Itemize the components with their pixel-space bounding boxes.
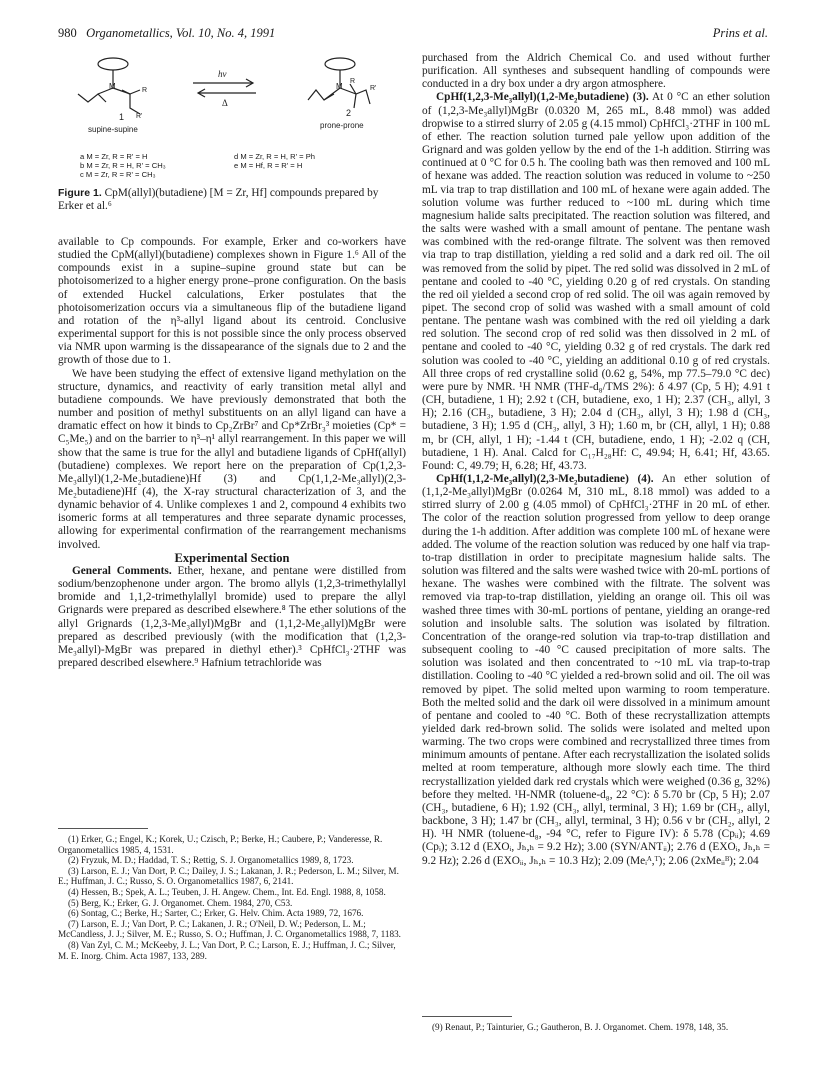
figure-legend-left — [80, 152, 166, 179]
references-right — [422, 1022, 770, 1033]
reference: (2) Fryzuk, M. D.; Haddad, T. S.; Rettig, S. J. Organometallics 1989, 8, 1723. — [68, 855, 354, 866]
reference: (3) Larson, E. J.; Van Dort, P. C.; Dailey, J. S.; Lakanan, J. R.; Pederson, L. M.; Silver, M. E.; Huffman, J. C.; Russo, S. O. Organometallics 1987, 6, 2141. — [58, 865, 399, 887]
paragraph: We have been studying the effect of extensive ligand methylation on the structure, dynamics, and reactivity of early transition metal allyl and butadiene compounds. We have previously demonstrated that both the number and position of methyl substituents on an allyl ligand can have a dramatic effect on how it binds to Cp₂ZrBr⁷ and Cp*ZrBr₃³ moieties (Cp* = C₅Me₅) and on the barrier to η³–η¹ allyl rearrangement. In this paper we will show that the same is true for the allyl and butadiene ligands of CpHf(allyl)(butadiene) complexes. We report here on the preparation of Cp(1,2,3-Me₃allyl)(1,2-Me₂butadiene)Hf (3) and Cp(1,1,2-Me₃allyl)(2,3-Me₂butadiene)Hf (4), the X-ray structural characterization of 3, and the dynamic behavior of 4. Unlike complexes 1 and 2, compound 4 exhibits two isomeric forms at all temperatures and three separate dynamic processes, allowing for experimental confirmation of the rearrangement mechanisms involved. — [58, 367, 406, 551]
compound-4-heading: CpHf(1,1,2-Me₃allyl)(2,3-Me₂butadiene) (4). — [436, 473, 654, 485]
reference: (5) Berg, K.; Erker, G. J. Organomet. Chem. 1984, 270, C53. — [68, 897, 293, 908]
paragraph-compound-3 — [422, 91, 770, 473]
figure-legend-right — [234, 152, 315, 170]
page-number: 980 — [58, 26, 77, 40]
paragraph-text: At 0 °C an ether solution of (1,2,3-Me₃allyl)MgBr (0.0320 M, 265 mL, 8.48 mmol) was added dropwise to a stirred slurry of 2.05 g (4.15 mmol) CpHfCl₃·2THF in 100 mL of ether. The reaction solution turned pale yellow upon addition of the Grignard and was golden yellow by the end of the 1-h addition. Stirring was continued at 0 °C for 0.5 h. The cooling bath was then removed and 100 mL of hexane was added. The reaction solution was reduced in volume to ~250 mL via trap to trap distillation and 100 mL of hexane were again added. The solution volume was further reduced to ~100 mL during which time magnesium halide salts precipitated. The reaction solution was filtered, and the salts were washed with a small amount of pentane. The pentane wash was combined with the red-orange filtrate. The solvent was then removed via trap to trap distillation, yielding a red solid and a dark red oil. The oil was removed from the solid by pipet. The red solid was dissolved in 2 mL of pentane and cooled to -40 °C, yielding 0.20 g of red crystals. On standing the red oil yielded a second crop of red solid. The oil was again removed by pipet. The second crop of solid was washed with a small amount of cold pentane. The pentane wash was combined with the red oil yielding a dark red solution. The second crop of red solid was then dissolved in 2 mL of pentane and cooled to -40 °C, yielding 0.32 g of red crystals. The dark red solution was cooled to -40 °C, yielding an additional 0.10 g of red crystals. All three crops of red crystalline solid (0.62 g, 54%, mp 77.5–79.0 °C dec) were pure by NMR. ¹H NMR (THF-d₈/TMS 2%): δ 4.97 (Cp, 5 H); 4.91 t (CH, butadiene, 1 H); 2.92 t (CH, butadiene, exo, 1 H); 2.37 (CH₃, allyl, 3 H); 2.16 (CH₃, butadiene, 3 H); 2.04 d (CH₃, allyl, 3 H); 1.98 d (CH₃, butadiene, 3 H); 1.95 d (CH₃, allyl, 3 H); 1.60 m, br (CH, allyl, 1 H); 0.88 m, br (CH, allyl, 1 H); -1.44 t (CH, butadiene, endo, 1 H); -2.02 q (CH, butadiene, 1 H). Anal. Calcd for C₁₇H₂₈Hf: C, 49.94; H, 6.41; Hf, 43.65. Found: C, 49.79; H, 6.28; Hf, 43.73. — [422, 91, 770, 472]
left-column — [58, 236, 406, 670]
substituent-Rprime-left: R' — [136, 113, 143, 120]
reference: (7) Larson, E. J.; Van Dort, P. C.; Lakanen, J. R.; O'Neil, D. W.; Pederson, L. M.; McCandless, J. J.; Silver, M. E.; Russo, S. O.; Huffman, J. C. Organometallics 1988, 7, 1183. — [58, 918, 401, 940]
section-heading: Experimental Section — [174, 550, 290, 565]
references-left — [58, 834, 406, 961]
header-left — [58, 26, 275, 41]
metal-label-right: M — [336, 82, 343, 91]
legend-d: d M = Zr, R = H, R' = Ph — [234, 152, 315, 161]
figure-1 — [58, 50, 406, 232]
legend-e: e M = Hf, R = R' = H — [234, 161, 303, 170]
compound-3-heading: CpHf(1,2,3-Me₃allyl)(1,2-Me₂butadiene) (3). — [436, 91, 649, 104]
paragraph-compound-4 — [422, 473, 770, 868]
compound-number-2: 2 — [346, 108, 352, 118]
substituent-R-left: R — [142, 87, 148, 94]
paragraph-text: An ether solution of (1,1,2-Me₃allyl)MgBr (0.0264 M, 310 mL, 8.18 mmol) was added to a stirred slurry of 2.00 g (4.05 mmol) of CpHfCl₃·2THF in 20 mL of ether. The color of the reaction solution progressed from yellow to deep orange during the 1-h addition. After addition was complete 100 mL of hexane were added. The volume of the reaction solution was reduced by one half via trap-to-trap distillation in order to precipitate magnesium halide salts. The solution was filtered and the salts were washed twice with 20-mL portions of hexane. The washes were combined with the filtrate. The solvent was removed via trap-to-trap distillation, yielding an orange oil. This oil was washed three times with 30-mL portions of pentane, yielding an orange-red solution and insoluble salts. The solution was isolated by filtration. Concentration of the orange-red solution via trap-to-trap distillation and subsequent cooling to -40 °C caused precipitation of more salts. The solution was isolated and then concentrated to ~10 mL via trap-to-trap distillation. Cooling to -40 °C yielded a red-brown solid and oil. The oil was removed by pipet. The solid melted upon warming to room temperature. Both the melted solid and the dark oil were dissolved in a minimum amount of pentane and cooled to -40 °C. Both of these recrystallization attempts yielded dark red-brown solid. The solids were isolated and melted upon warming. The two crops were combined and recrystallized three times from minimum amounts of pentane. After each recrystallization the isolated solids melted at room temperature, although more slowly each time. The third recrystallization yielded dark red crystals which were weighed (0.36 g, 32%) before they melted. ¹H-NMR (toluene-d₈, 22 °C): δ 5.70 br (Cp, 5 H); 2.07 (CH₃, butadiene, 6 H); 1.92 (CH₃, allyl, terminal, 3 H); 1.69 br (CH₃, allyl, backbone, 3 H); 1.47 br (CH₃, allyl, terminal, 3 H); 0.56 v br (CH₂, allyl, 2 H). ¹H NMR (toluene-d₈, -94 °C, refer to Figure IV): δ 5.78 (Cpᵢᵢ); 4.69 (Cpᵢ); 3.12 d (EXOᵢ, Jₕ,ₕ = 9.2 Hz); 3.00 (SYN/ANTᵢᵢ); 2.76 d (EXOᵢ, Jₕ,ₕ = 9.2 Hz); 2.26 d (EXOᵢᵢ, Jₕ,ₕ = 10.3 Hz); 2.09 (Meᵢᴬ,ᵀ); 2.06 (2xMeᵢᵢᴮ); 2.04 — [422, 473, 770, 867]
legend-b: b M = Zr, R = H, R' = CH₃ — [80, 161, 166, 170]
right-column — [422, 52, 770, 868]
figure-1-scheme — [58, 50, 406, 150]
paragraph: available to Cp compounds. For example, Erker and co-workers have studied the CpM(allyl)(butadiene) complexes shown in Figure 1.⁶ All of the compounds exist in a supine–supine ground state but can be photoisomerized to a higher energy prone–prone configuration. On the basis of extended Huckel calculations, Erker postulates that the photoisomerization occurs via a simultaneous flip of the butadiene ligand and rotation of the η³-allyl ligand about its centroid. Conclusive experimental support for this is not possible since the only process observed via NMR upon warming is the dissapearance of the signals due to 2 and the growth of those due to 1. — [58, 236, 406, 367]
substituent-Rprime-right: R' — [370, 85, 377, 92]
footnote-rule — [422, 1016, 512, 1017]
metal-label-left: M — [109, 82, 116, 91]
reference: (1) Erker, G.; Engel, K.; Korek, U.; Czisch, P.; Berke, H.; Caubere, P.; Vanderesse, R. Organometallics 1985, 4, 1531. — [58, 834, 383, 855]
arrow-label-hv: hν — [218, 69, 227, 79]
figure-caption-text: CpM(allyl)(butadiene) [M = Zr, Hf] compounds prepared by Erker et al.⁶ — [58, 187, 379, 212]
cp-ring-right — [325, 58, 355, 70]
legend-c: c M = Zr, R = R' = CH₃ — [80, 170, 156, 179]
allyl-ligand-left — [78, 94, 106, 102]
figure-caption-label: Figure 1. — [58, 187, 102, 199]
journal-citation: Organometallics, Vol. 10, No. 4, 1991 — [86, 26, 276, 40]
arrow-label-delta: Δ — [222, 98, 228, 108]
footnote-rule — [58, 828, 148, 829]
reference: (9) Renaut, P.; Tainturier, G.; Gautheron, B. J. Organomet. Chem. 1978, 148, 35. — [432, 1022, 729, 1032]
paragraph-text: Ether, hexane, and pentane were distilled from sodium/benzophenone under argon. The bromo allyls (1,2,3-trimethylallyl bromide and 1,1,2-trimethylallyl bromide) used to prepare the allyl Grignards were prepared as described elsewhere.⁸ The ether solutions of the allyl Grignards (1,2,3-Me₃allyl)MgBr and (1,1,2-Me₃allyl)MgBr were prepared as described previously (with the modification that (1,2,3-Me₃allyl)-MgBr was prepared in diethyl ether).³ CpHfCl₃·2THF was prepared described elsewhere.⁹ Hafnium tetrachloride was — [58, 564, 406, 669]
reference: (4) Hessen, B.; Spek, A. L.; Teuben, J. H. Angew. Chem., Int. Ed. Engl. 1988, 8, 1058. — [68, 886, 386, 897]
reference: (8) Van Zyl, C. M.; McKeeby, J. L.; Van Dort, P. C.; Larson, E. J.; Huffman, J. C.; Silver, M. E. Inorg. Chim. Acta 1987, 133, 289. — [58, 939, 396, 961]
compound-number-1: 1 — [119, 112, 125, 122]
legend-a: a M = Zr, R = R' = H — [80, 152, 148, 161]
substituent-R-right: R — [350, 78, 356, 85]
paragraph: purchased from the Aldrich Chemical Co. and used without further purification. All syntheses and subsequent handling of compounds were conducted in a dry box under a dry argon atmosphere. — [422, 52, 770, 91]
paragraph-general-comments — [58, 565, 406, 670]
figure-caption — [58, 187, 406, 213]
label-prone-prone: prone-prone — [320, 121, 364, 130]
header-authors: Prins et al. — [712, 26, 768, 40]
butadiene-ligand-right — [350, 84, 370, 104]
label-supine-supine: supine-supine — [88, 125, 138, 134]
running-header — [58, 26, 768, 44]
cp-ring-left — [98, 58, 128, 70]
run-in-heading: General Comments. — [72, 564, 172, 577]
reference: (6) Sontag, C.; Berke, H.; Sarter, C.; Erker, G. Helv. Chim. Acta 1989, 72, 1676. — [68, 908, 364, 919]
